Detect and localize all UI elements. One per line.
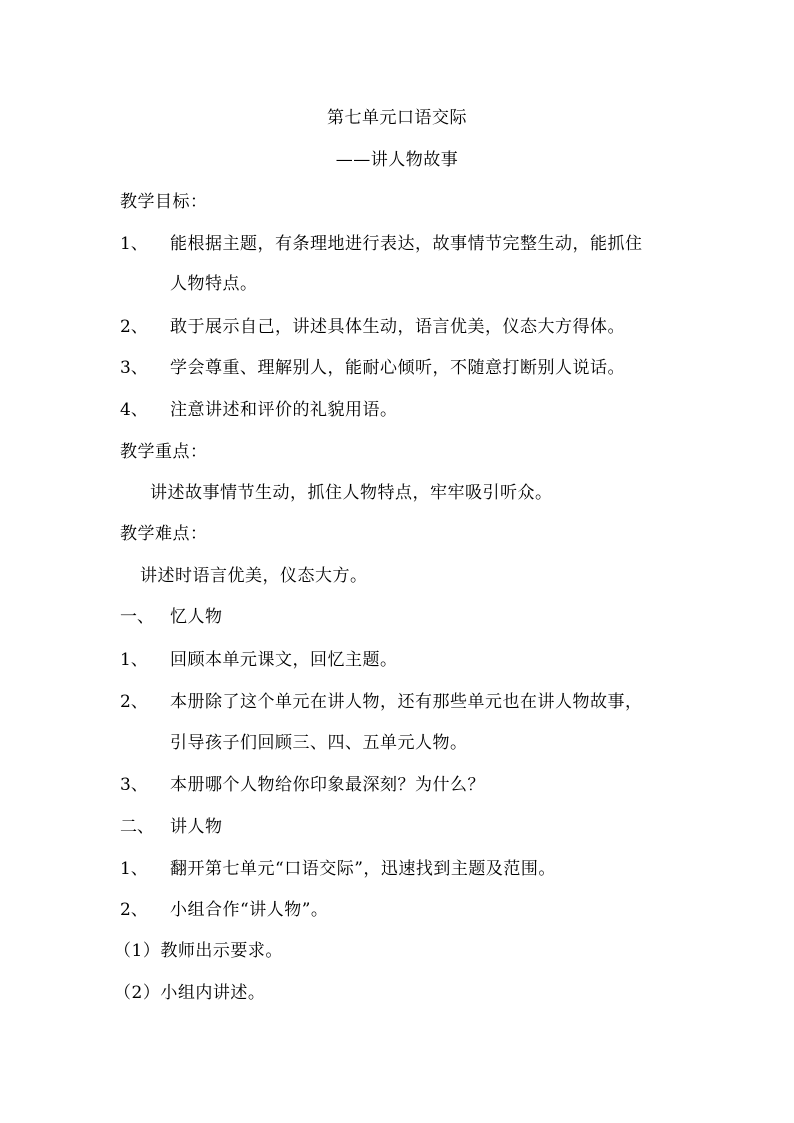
document-subtitle: ——讲人物故事 <box>335 150 459 170</box>
objective-number: 1、 <box>120 234 148 254</box>
objective-number: 3、 <box>120 358 148 378</box>
objective-text: 学会尊重、理解别人，能耐心倾听，不随意打断别人说话。 <box>170 358 625 378</box>
objective-text: 能根据主题，有条理地进行表达，故事情节完整生动，能抓住 <box>170 234 643 254</box>
step-text: 回顾本单元课文，回忆主题。 <box>170 650 398 670</box>
step-text-continued: 引导孩子们回顾三、四、五单元人物。 <box>170 733 468 753</box>
objective-text: 敢于展示自己，讲述具体生动，语言优美，仪态大方得体。 <box>170 317 625 337</box>
step-text: 本册哪个人物给你印象最深刻？为什么？ <box>170 775 485 795</box>
key-points-heading: 教学重点： <box>120 442 208 462</box>
step-text: 小组合作“讲人物”。 <box>170 900 329 920</box>
step-number: 2、 <box>120 692 148 712</box>
objective-number: 4、 <box>120 400 148 420</box>
step-number: 1、 <box>120 859 148 879</box>
objectives-heading: 教学目标： <box>120 192 208 212</box>
section-number: 二、 <box>120 817 154 837</box>
step-text: 本册除了这个单元在讲人物，还有那些单元也在讲人物故事， <box>170 692 643 712</box>
key-points-text: 讲述故事情节生动，抓住人物特点，牢牢吸引听众。 <box>150 483 553 503</box>
objective-text: 注意讲述和评价的礼貌用语。 <box>170 400 398 420</box>
step-text: 翻开第七单元“口语交际”，迅速找到主题及范围。 <box>170 859 556 879</box>
step-number: 2、 <box>120 900 148 920</box>
section-title: 讲人物 <box>170 817 223 837</box>
objective-text-continued: 人物特点。 <box>170 274 258 294</box>
section-number: 一、 <box>120 607 154 627</box>
document-title: 第七单元口语交际 <box>327 108 467 128</box>
section-title: 忆人物 <box>170 607 223 627</box>
step-number: 3、 <box>120 775 148 795</box>
step-number: 1、 <box>120 650 148 670</box>
sub-step-text: （2）小组内讲述。 <box>114 983 266 1003</box>
objective-number: 2、 <box>120 317 148 337</box>
difficulties-heading: 教学难点： <box>120 524 208 544</box>
sub-step-text: （1）教师出示要求。 <box>114 941 283 961</box>
difficulties-text: 讲述时语言优美，仪态大方。 <box>140 566 368 586</box>
